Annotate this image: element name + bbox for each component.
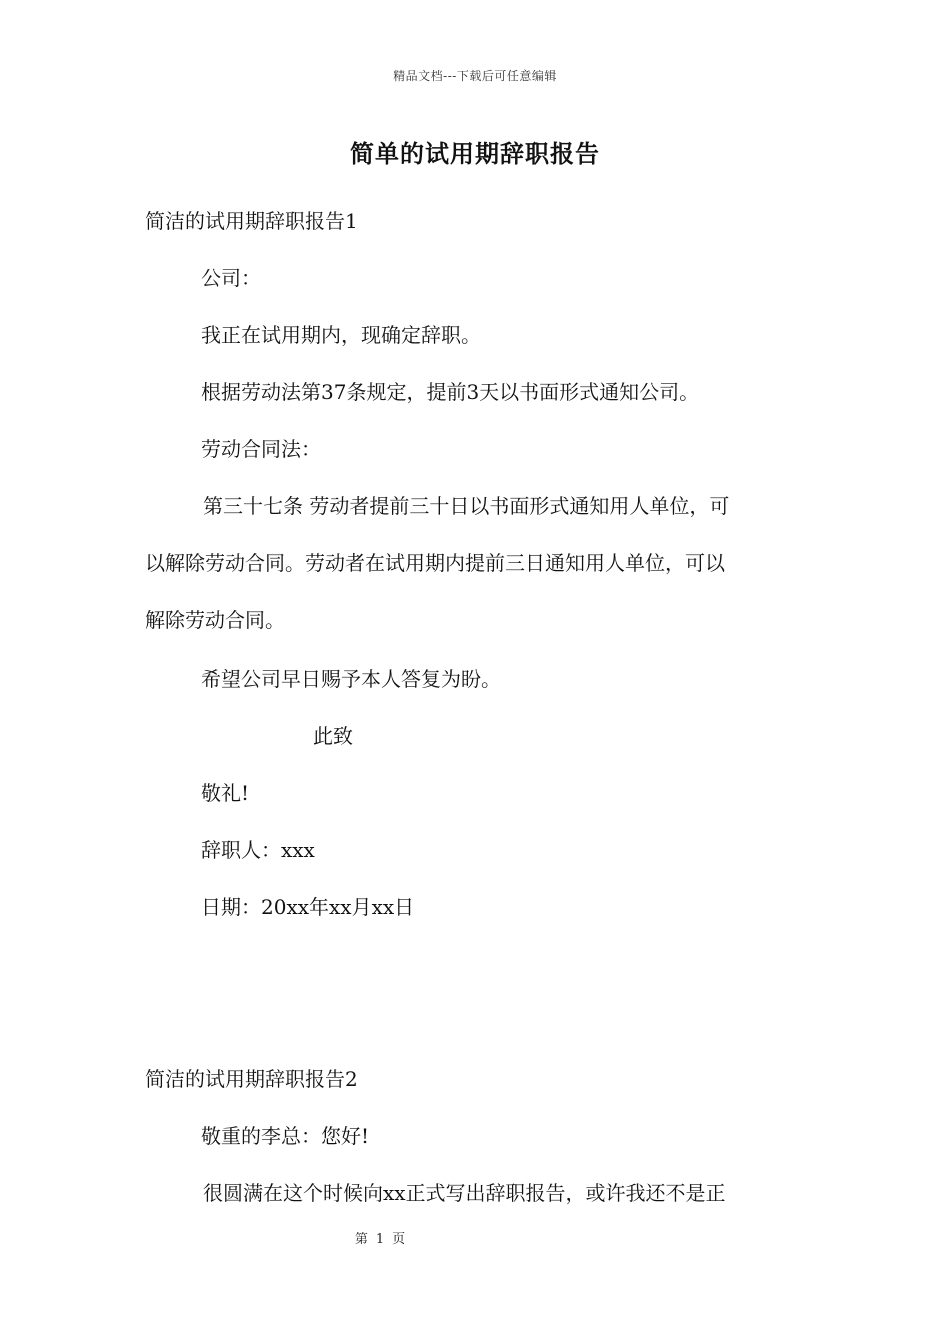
section-heading-2: 简洁的试用期辞职报告2 (145, 1067, 358, 1091)
paragraph-4-line-1: 第三十七条 劳动者提前三十日以书面形式通知用人单位，可 (203, 494, 730, 518)
page-header: 精品文档---下载后可任意编辑 (393, 69, 557, 83)
paragraph-4-line-2: 以解除劳动合同。劳动者在试用期内提前三日通知用人单位，可以 (145, 551, 725, 575)
footer-prefix: 第 (354, 1232, 368, 1247)
salutation-2: 敬重的李总：您好! (201, 1124, 370, 1148)
signer-line: 辞职人：xxx (201, 838, 315, 862)
salutation-1: 公司： (201, 266, 261, 290)
paragraph-5: 希望公司早日赐予本人答复为盼。 (201, 667, 501, 691)
closing-2: 敬礼! (201, 781, 250, 805)
paragraph-1: 我正在试用期内，现确定辞职。 (201, 323, 481, 347)
section-2-paragraph-1-line-1: 很圆满在这个时候向xx正式写出辞职报告，或许我还不是正 (203, 1181, 726, 1205)
closing-1: 此致 (313, 724, 353, 748)
paragraph-4-line-3: 解除劳动合同。 (145, 608, 285, 632)
paragraph-3: 劳动合同法： (201, 437, 321, 461)
page-number: 1 (375, 1232, 385, 1247)
date-line: 日期：20xx年xx月xx日 (201, 895, 415, 919)
footer-suffix: 页 (392, 1232, 406, 1247)
document-title: 简单的试用期辞职报告 (350, 139, 600, 168)
section-heading-1: 简洁的试用期辞职报告1 (145, 209, 358, 233)
page-footer (0, 1228, 760, 1247)
paragraph-2: 根据劳动法第37条规定，提前3天以书面形式通知公司。 (201, 380, 700, 404)
